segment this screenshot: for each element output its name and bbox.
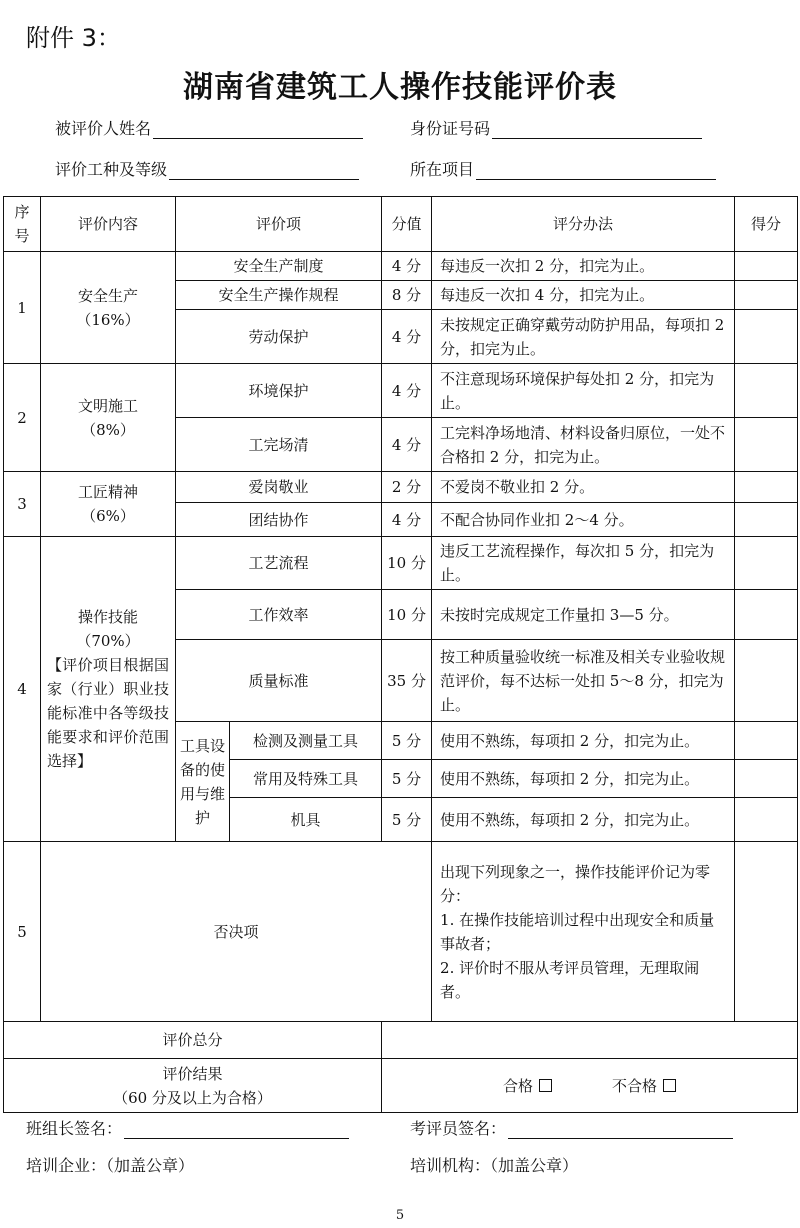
item-cell: 劳动保护 bbox=[176, 310, 382, 364]
score-cell: 4 分 bbox=[382, 252, 432, 281]
method-cell: 每违反一次扣 4 分，扣完为止。 bbox=[432, 281, 735, 310]
score-cell: 10 分 bbox=[382, 537, 432, 590]
score-cell: 2 分 bbox=[382, 472, 432, 503]
veto-line: 1. 在操作技能培训过程中出现安全和质量事故者； bbox=[440, 910, 715, 953]
form-title: 湖南省建筑工人操作技能评价表 bbox=[183, 70, 617, 105]
item-cell: 工完场清 bbox=[176, 418, 382, 472]
method-cell: 不注意现场环境保护每处扣 2 分，扣完为止。 bbox=[432, 364, 735, 418]
project-label: 所在项目 bbox=[410, 160, 475, 179]
seq-cell: 5 bbox=[4, 842, 41, 1022]
got-cell[interactable] bbox=[735, 537, 798, 590]
method-cell: 使用不熟练，每项扣 2 分，扣完为止。 bbox=[432, 760, 735, 798]
fail-checkbox[interactable] bbox=[663, 1079, 676, 1092]
method-cell: 不配合协同作业扣 2～4 分。 bbox=[432, 503, 735, 537]
seq-cell: 2 bbox=[4, 364, 41, 472]
result-options bbox=[382, 1059, 798, 1113]
method-cell: 每违反一次扣 2 分，扣完为止。 bbox=[432, 252, 735, 281]
got-cell[interactable] bbox=[735, 590, 798, 640]
got-cell[interactable] bbox=[735, 760, 798, 798]
section-pct: （8%） bbox=[81, 420, 135, 439]
fail-label: 不合格 bbox=[612, 1076, 658, 1095]
section-name: 文明施工 bbox=[78, 396, 139, 415]
method-cell: 不爱岗不敬业扣 2 分。 bbox=[432, 472, 735, 503]
score-cell: 4 分 bbox=[382, 503, 432, 537]
result-label-cell bbox=[4, 1059, 382, 1113]
institution-label: 培训机构：（加盖公章） bbox=[410, 1156, 579, 1175]
got-cell[interactable] bbox=[735, 364, 798, 418]
pass-checkbox[interactable] bbox=[539, 1079, 552, 1092]
method-cell: 工完料净场地清、材料设备归原位，一处不合格扣 2 分，扣完为止。 bbox=[432, 418, 735, 472]
item-cell: 工作效率 bbox=[176, 590, 382, 640]
got-cell[interactable] bbox=[735, 310, 798, 364]
header-seq: 序号 bbox=[4, 197, 41, 252]
leader-signature[interactable] bbox=[26, 1116, 349, 1139]
score-cell: 8 分 bbox=[382, 281, 432, 310]
project-field[interactable] bbox=[410, 157, 716, 180]
veto-line: 出现下列现象之一，操作技能评价记为零分： bbox=[440, 862, 711, 905]
examiner-blank[interactable] bbox=[508, 1120, 733, 1139]
item-cell: 团结协作 bbox=[176, 503, 382, 537]
pass-label: 合格 bbox=[503, 1076, 534, 1095]
header-content: 评价内容 bbox=[41, 197, 176, 252]
content-cell bbox=[41, 364, 176, 472]
header-item: 评价项 bbox=[176, 197, 382, 252]
score-cell: 10 分 bbox=[382, 590, 432, 640]
item-cell: 检测及测量工具 bbox=[230, 722, 382, 760]
content-cell bbox=[41, 537, 176, 842]
method-cell: 使用不熟练，每项扣 2 分，扣完为止。 bbox=[432, 798, 735, 842]
name-blank[interactable] bbox=[153, 120, 363, 139]
id-field[interactable] bbox=[410, 116, 702, 139]
total-row bbox=[4, 1022, 798, 1059]
name-label: 被评价人姓名 bbox=[55, 119, 152, 138]
score-cell: 4 分 bbox=[382, 418, 432, 472]
score-cell: 5 分 bbox=[382, 798, 432, 842]
got-cell[interactable] bbox=[735, 281, 798, 310]
method-cell: 未按规定正确穿戴劳动防护用品，每项扣 2 分，扣完为止。 bbox=[432, 310, 735, 364]
got-cell[interactable] bbox=[735, 722, 798, 760]
got-cell[interactable] bbox=[735, 842, 798, 1022]
item-cell: 安全生产操作规程 bbox=[176, 281, 382, 310]
method-cell: 按工种质量验收统一标准及相关专业验收规范评价，每不达标一处扣 5～8 分，扣完为止。 bbox=[432, 640, 735, 722]
header-got: 得分 bbox=[735, 197, 798, 252]
header-score: 分值 bbox=[382, 197, 432, 252]
score-cell: 5 分 bbox=[382, 760, 432, 798]
seq-cell: 3 bbox=[4, 472, 41, 537]
item-cell: 质量标准 bbox=[176, 640, 382, 722]
item-cell: 常用及特殊工具 bbox=[230, 760, 382, 798]
leader-label: 班组长签名： bbox=[26, 1119, 123, 1138]
got-cell[interactable] bbox=[735, 640, 798, 722]
total-label: 评价总分 bbox=[4, 1022, 382, 1059]
method-cell: 未按时完成规定工作量扣 3—5 分。 bbox=[432, 590, 735, 640]
content-cell bbox=[41, 472, 176, 537]
table-row bbox=[4, 842, 798, 1022]
header-row bbox=[4, 197, 798, 252]
trade-blank[interactable] bbox=[169, 161, 359, 180]
score-cell: 35 分 bbox=[382, 640, 432, 722]
fail-option[interactable] bbox=[612, 1074, 676, 1098]
got-cell[interactable] bbox=[735, 418, 798, 472]
table-row bbox=[4, 252, 798, 281]
result-row bbox=[4, 1059, 798, 1113]
table-row bbox=[4, 537, 798, 590]
page-number: 5 bbox=[395, 1208, 405, 1223]
examiner-signature[interactable] bbox=[410, 1116, 733, 1139]
result-note: （60 分及以上为合格） bbox=[113, 1088, 272, 1107]
item-cell: 工艺流程 bbox=[176, 537, 382, 590]
enterprise-stamp bbox=[26, 1153, 194, 1176]
leader-blank[interactable] bbox=[124, 1120, 349, 1139]
trade-field[interactable] bbox=[55, 157, 359, 180]
item-cell: 安全生产制度 bbox=[176, 252, 382, 281]
total-value[interactable] bbox=[382, 1022, 798, 1059]
id-blank[interactable] bbox=[492, 120, 702, 139]
item-cell: 爱岗敬业 bbox=[176, 472, 382, 503]
score-cell: 4 分 bbox=[382, 310, 432, 364]
content-cell bbox=[41, 252, 176, 364]
item-cell: 环境保护 bbox=[176, 364, 382, 418]
result-label: 评价结果 bbox=[162, 1064, 223, 1083]
got-cell[interactable] bbox=[735, 252, 798, 281]
enterprise-label: 培训企业：（加盖公章） bbox=[26, 1156, 195, 1175]
section-note: 【评价项目根据国家（行业）职业技能标准中各等级技能要求和评价范围选择】 bbox=[47, 656, 170, 770]
section-pct: （16%） bbox=[76, 310, 140, 329]
item-cell: 机具 bbox=[230, 798, 382, 842]
section-name: 安全生产 bbox=[78, 286, 139, 305]
got-cell[interactable] bbox=[735, 472, 798, 503]
seq-cell: 4 bbox=[4, 537, 41, 842]
name-field[interactable] bbox=[55, 116, 363, 139]
tools-group-cell: 工具设备的使用与维护 bbox=[176, 722, 230, 842]
examiner-label: 考评员签名： bbox=[410, 1119, 507, 1138]
score-cell: 5 分 bbox=[382, 722, 432, 760]
trade-label: 评价工种及等级 bbox=[55, 160, 168, 179]
veto-cell: 否决项 bbox=[41, 842, 432, 1022]
section-name: 工匠精神 bbox=[78, 483, 139, 501]
score-cell: 4 分 bbox=[382, 364, 432, 418]
section-pct: （70%） bbox=[76, 632, 140, 650]
pass-option[interactable] bbox=[503, 1074, 552, 1098]
evaluation-table bbox=[3, 196, 798, 1113]
seq-cell: 1 bbox=[4, 252, 41, 364]
attachment-label: 附件 3： bbox=[26, 24, 121, 52]
got-cell[interactable] bbox=[735, 503, 798, 537]
veto-line: 2. 评价时不服从考评员管理，无理取闹者。 bbox=[440, 958, 700, 1001]
got-cell[interactable] bbox=[735, 798, 798, 842]
header-method: 评分办法 bbox=[432, 197, 735, 252]
institution-stamp bbox=[410, 1153, 578, 1176]
method-cell: 违反工艺流程操作，每次扣 5 分，扣完为止。 bbox=[432, 537, 735, 590]
method-cell: 使用不熟练，每项扣 2 分，扣完为止。 bbox=[432, 722, 735, 760]
project-blank[interactable] bbox=[476, 161, 716, 180]
table-row bbox=[4, 364, 798, 418]
id-label: 身份证号码 bbox=[410, 119, 491, 138]
table-row bbox=[4, 472, 798, 503]
section-pct: （6%） bbox=[81, 507, 135, 525]
method-cell bbox=[432, 842, 735, 1022]
section-name: 操作技能 bbox=[78, 608, 139, 626]
